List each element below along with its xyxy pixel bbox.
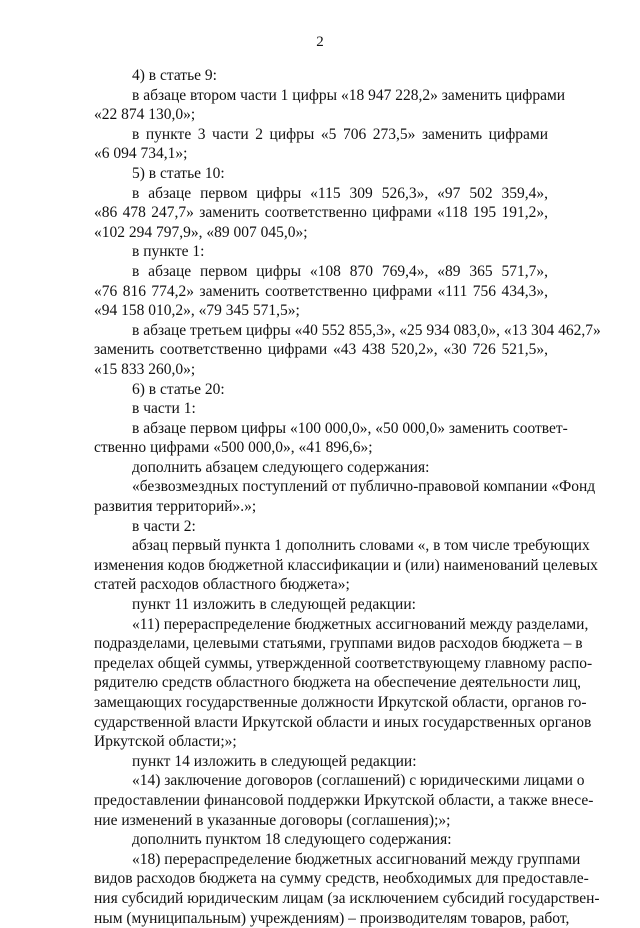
text-line: ния субсидий юридическим лицам (за исключением субсидий государствен- bbox=[94, 889, 600, 907]
text-line: заменить соответственно цифрами «43 438 520,2», «30 726 521,5», bbox=[94, 341, 548, 359]
text-line: пределах общей суммы, утвержденной соответствующему главному распо- bbox=[94, 654, 593, 672]
text-line: пункт 14 изложить в следующей редакции: bbox=[132, 752, 417, 770]
text-line: в абзаце третьем цифры «40 552 855,3», «25 934 083,0», «13 304 462,7» bbox=[132, 321, 601, 339]
text-line: 6) в статье 20: bbox=[132, 380, 225, 398]
text-line: изменения кодов бюджетной классификации и (или) наименований целевых bbox=[94, 556, 598, 574]
text-line: 5) в статье 10: bbox=[132, 164, 225, 182]
text-line: «18) перераспределение бюджетных ассигнований между группами bbox=[132, 850, 581, 868]
text-line: «15 833 260,0»; bbox=[94, 360, 196, 378]
text-line: пункт 11 изложить в следующей редакции: bbox=[132, 596, 416, 614]
text-line: сударственной власти Иркутской области и иных государственных органов bbox=[94, 713, 592, 731]
document-body bbox=[94, 66, 601, 928]
text-line: подразделами, целевыми статьями, группами видов расходов бюджета – в bbox=[94, 635, 583, 653]
text-line: ным (муниципальным) учреждениям) – производителям товаров, работ, bbox=[94, 909, 570, 927]
text-line: абзац первый пункта 1 дополнить словами «, в том числе требующих bbox=[132, 537, 590, 555]
text-line: «22 874 130,0»; bbox=[94, 106, 196, 124]
text-line: «102 294 797,9», «89 007 045,0»; bbox=[94, 223, 308, 241]
text-line: Иркутской области;»; bbox=[94, 733, 237, 751]
text-line: ние изменений в указанные договоры (соглашения);»; bbox=[94, 811, 451, 829]
page-number: 2 bbox=[316, 34, 324, 50]
text-line: «94 158 010,2», «79 345 571,5»; bbox=[94, 302, 300, 320]
text-line: предоставлении финансовой поддержки Иркутской области, а также внесе- bbox=[94, 791, 594, 809]
text-line: видов расходов бюджета на сумму средств, необходимых для предоставле- bbox=[94, 870, 589, 888]
text-line: в абзаце первом цифры «100 000,0», «50 000,0» заменить соответ- bbox=[132, 419, 568, 437]
text-line: в пункте 1: bbox=[132, 243, 205, 261]
text-line: статей расходов областного бюджета»; bbox=[94, 576, 350, 594]
text-line: в пункте 3 части 2 цифры «5 706 273,5» заменить цифрами bbox=[132, 125, 548, 143]
text-line: в части 1: bbox=[132, 400, 196, 418]
text-line: дополнить абзацем следующего содержания: bbox=[132, 458, 430, 476]
text-line: «6 094 734,1»; bbox=[94, 145, 188, 163]
text-line: «11) перераспределение бюджетных ассигнований между разделами, bbox=[132, 615, 589, 633]
text-line: развития территорий».»; bbox=[94, 498, 257, 516]
text-line: «76 816 774,2» заменить соответственно цифрами «111 756 434,3», bbox=[94, 282, 548, 300]
text-line: ственно цифрами «500 000,0», «41 896,6»; bbox=[94, 439, 373, 457]
text-line: «14) заключение договоров (соглашений) с юридическими лицами о bbox=[132, 772, 585, 790]
text-line: 4) в статье 9: bbox=[132, 67, 217, 84]
text-line: в абзаце втором части 1 цифры «18 947 228,2» заменить цифрами bbox=[132, 86, 566, 104]
text-line: рядителю средств областного бюджета на обеспечение деятельности лиц, bbox=[94, 674, 582, 692]
text-line: в абзаце первом цифры «115 309 526,3», «97 502 359,4», bbox=[132, 184, 548, 202]
text-line: «86 478 247,7» заменить соответственно цифрами «118 195 191,2», bbox=[94, 204, 548, 222]
text-line: «безвозмездных поступлений от публично-правовой компании «Фонд bbox=[132, 478, 596, 496]
text-line: замещающих государственные должности Иркутской области, органов го- bbox=[94, 694, 587, 711]
text-line: в абзаце первом цифры «108 870 769,4», «89 365 571,7», bbox=[132, 262, 548, 280]
text-line: дополнить пунктом 18 следующего содержания: bbox=[132, 831, 452, 849]
text-line: в части 2: bbox=[132, 517, 196, 535]
